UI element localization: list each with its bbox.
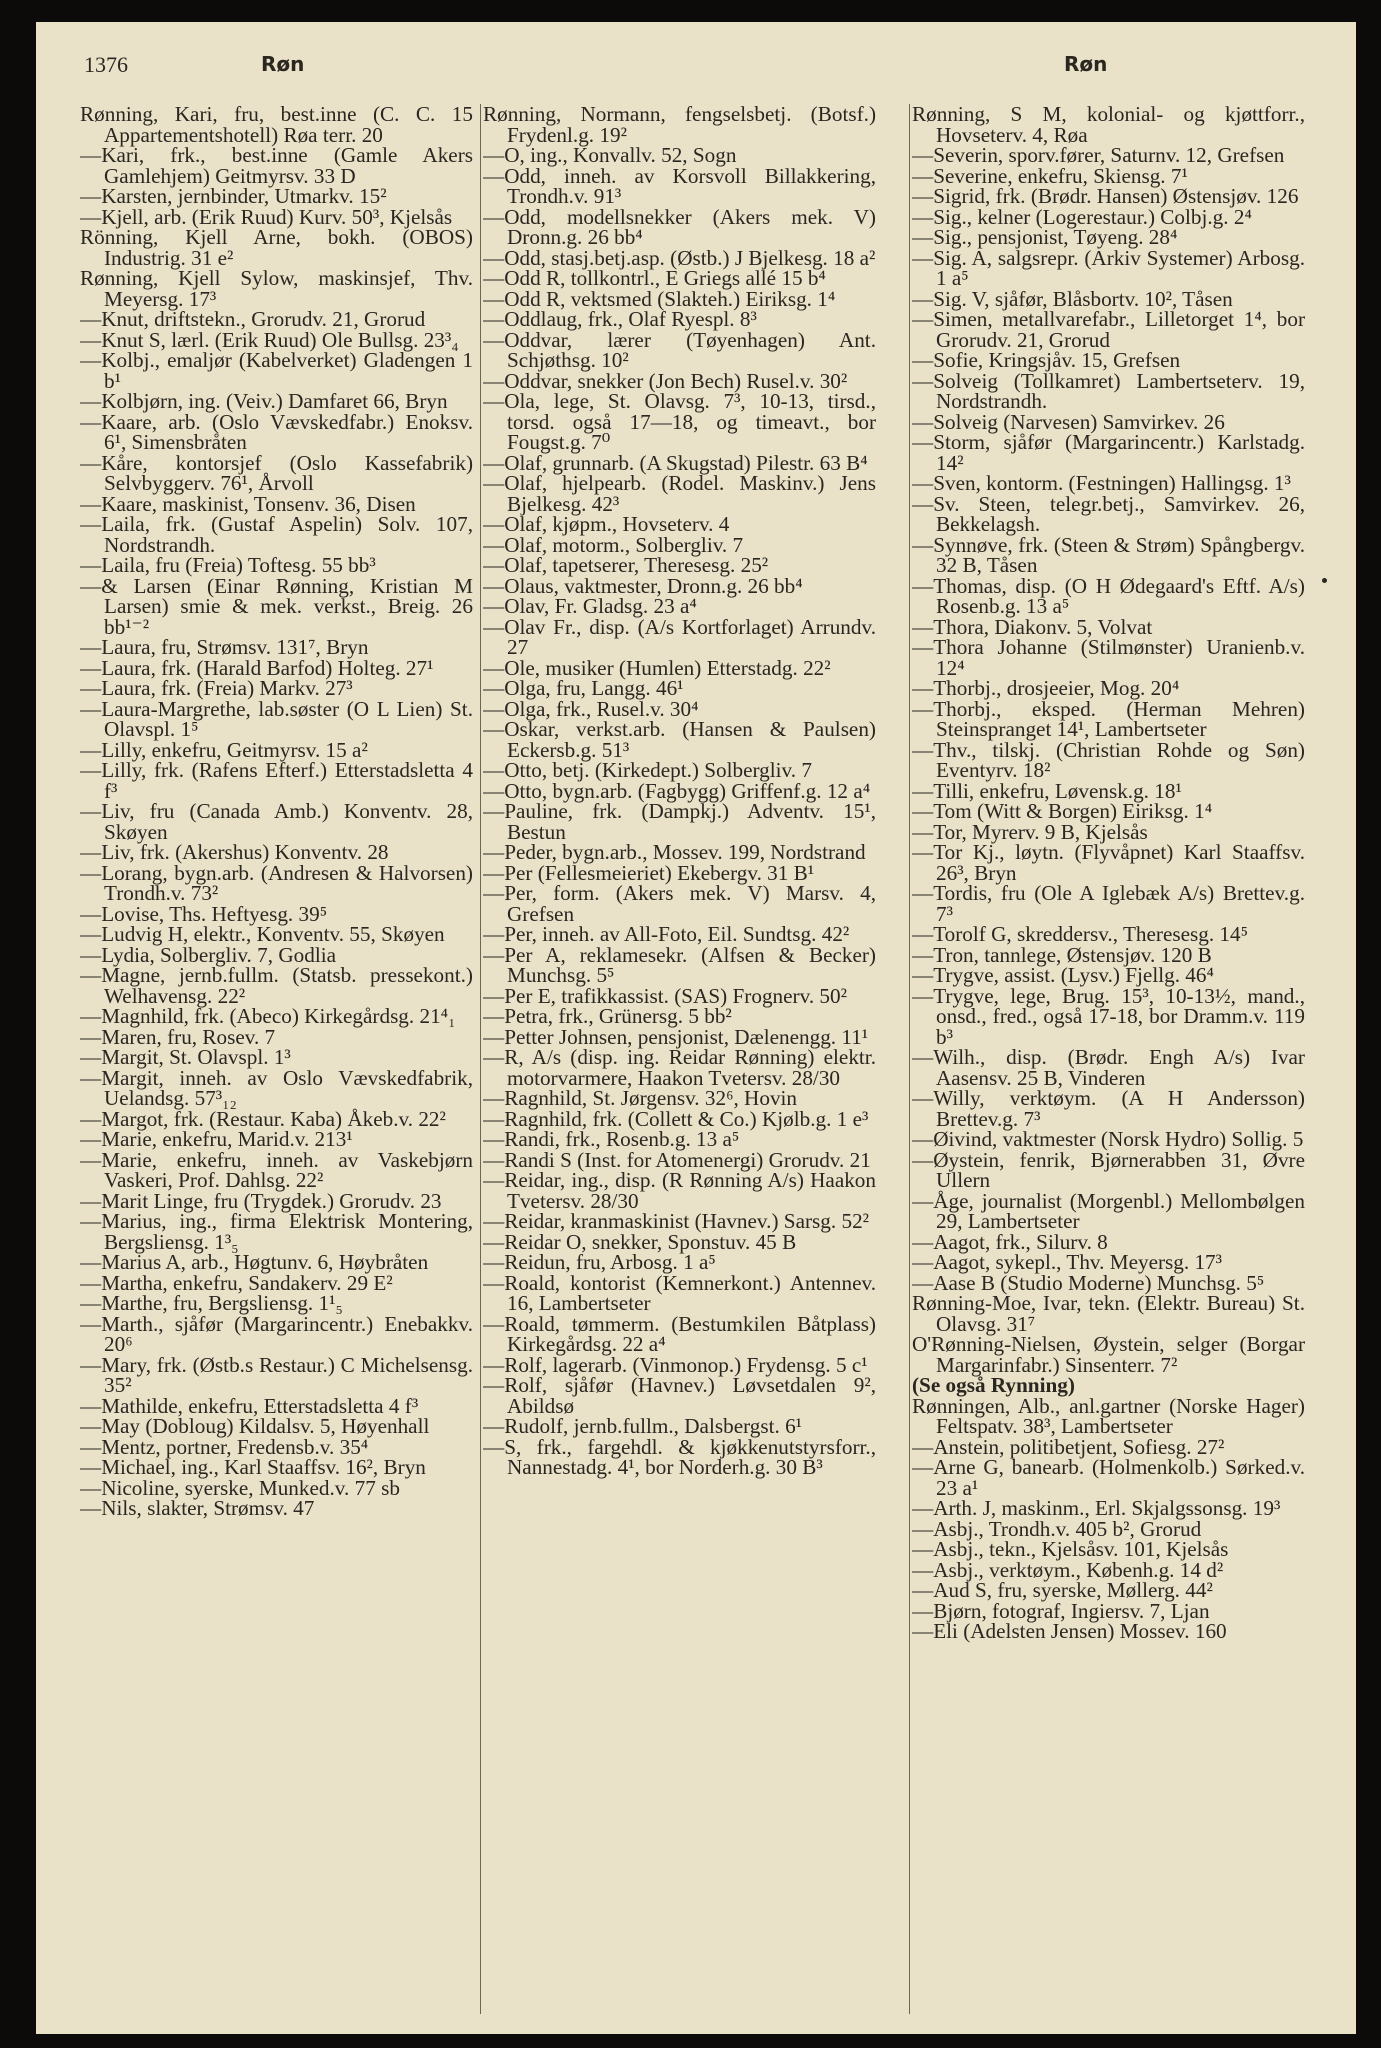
directory-entry: —Odd R, tollkontrl., E Griegs allé 15 b⁴ bbox=[483, 266, 826, 290]
directory-entry: —Reidar, ing., disp. (R Rønning A/s) Haakon Tvetersv. 28/30 bbox=[483, 1168, 876, 1213]
directory-entry: —Marius, ing., firma Elektrisk Montering, Bergsliensg. 1³₅ bbox=[80, 1209, 473, 1254]
directory-entry: —Petter Johnsen, pensjonist, Dælenengg. 11¹ bbox=[483, 1024, 869, 1049]
directory-entry: —Oddvar, snekker (Jon Bech) Rusel.v. 30² bbox=[483, 368, 848, 393]
directory-entry: —Olaf, hjelpearb. (Rodel. Maskinv.) Jens Bjelkesg. 42³ bbox=[483, 471, 876, 516]
directory-entry: —Tor, Myrerv. 9 B, Kjelsås bbox=[912, 819, 1148, 844]
directory-entry: —Michael, ing., Karl Staaffsv. 16², Bryn bbox=[80, 1455, 426, 1479]
directory-entry: —Mentz, portner, Fredensb.v. 35⁴ bbox=[80, 1434, 369, 1459]
directory-page bbox=[36, 22, 1356, 2034]
directory-entry: —Severin, sporv.fører, Saturnv. 12, Grefsen bbox=[912, 143, 1285, 167]
directory-entry: —Thomas, disp. (O H Ødegaard's Eftf. A/s) Rosenb.g. 13 a⁵ bbox=[912, 573, 1305, 618]
directory-entry: —Kari, frk., best.inne (Gamle Akers Gamlehjem) Geitmyrsv. 33 D bbox=[80, 143, 473, 188]
directory-entry: —Olaf, kjøpm., Hovseterv. 4 bbox=[483, 512, 730, 536]
directory-entry: —Lilly, enkefru, Geitmyrsv. 15 a² bbox=[80, 737, 368, 762]
directory-entry: —Ole, musiker (Humlen) Etterstadg. 22² bbox=[483, 655, 831, 680]
directory-entry: (Se også Rynning) bbox=[912, 1373, 1075, 1397]
directory-entry: —Simen, metallvarefabr., Lilletorget 1⁴, bor Grorudv. 21, Grorud bbox=[912, 307, 1305, 352]
directory-entry: —Maren, fru, Rosev. 7 bbox=[80, 1024, 276, 1049]
directory-entry: —Per A, reklamesekr. (Alfsen & Becker) Munchsg. 5⁵ bbox=[483, 942, 876, 987]
directory-entry: Rønning, Kari, fru, best.inne (C. C. 15 Appartementshotell) Røa terr. 20 bbox=[80, 104, 473, 147]
directory-entry: —Trygve, lege, Brug. 15³, 10-13½, mand., onsd., fred., også 17-18, bor Dramm.v. 119 b³ bbox=[912, 983, 1305, 1049]
directory-entry: —Oskar, verkst.arb. (Hansen & Paulsen) Eckersb.g. 51³ bbox=[483, 717, 876, 762]
directory-entry: —Lydia, Solbergliv. 7, Godlia bbox=[80, 942, 336, 967]
directory-entry: —Liv, fru (Canada Amb.) Konventv. 28, Skøyen bbox=[80, 799, 473, 844]
directory-entry: —Lorang, bygn.arb. (Andresen & Halvorsen) Trondh.v. 73² bbox=[80, 860, 473, 905]
directory-entry: —Rudolf, jernb.fullm., Dalsbergst. 6¹ bbox=[483, 1414, 803, 1438]
directory-entry: —Aud S, fru, syerske, Møllerg. 44² bbox=[912, 1578, 1213, 1602]
directory-entry: —Margot, frk. (Restaur. Kaba) Åkeb.v. 22² bbox=[80, 1106, 446, 1131]
directory-entry: —Roald, tømmerm. (Bestumkilen Båtplass) Kirkegårdsg. 22 a⁴ bbox=[483, 1311, 876, 1356]
ink-dot bbox=[1322, 578, 1327, 583]
directory-entry: —Thv., tilskj. (Christian Rohde og Søn) Eventyrv. 18² bbox=[912, 737, 1305, 782]
directory-entry: —Tilli, enkefru, Løvensk.g. 18¹ bbox=[912, 778, 1182, 803]
directory-entry: —Sig. V, sjåfør, Blåsbortv. 10², Tåsen bbox=[912, 286, 1233, 311]
directory-entry: —Nils, slakter, Strømsv. 47 bbox=[80, 1496, 315, 1520]
directory-entry: —Kaare, maskinist, Tonsenv. 36, Disen bbox=[80, 491, 416, 516]
directory-entry: —Per, form. (Akers mek. V) Marsv. 4, Grefsen bbox=[483, 881, 876, 926]
directory-entry: —Randi S (Inst. for Atomenergi) Grorudv. 21 bbox=[483, 1147, 871, 1172]
directory-entry: —Olaus, vaktmester, Dronn.g. 26 bb⁴ bbox=[483, 573, 803, 598]
directory-entry: —Kolbj., emaljør (Kabelverket) Gladengen 1 b¹ bbox=[80, 348, 473, 393]
directory-entry: —Margit, St. Olavspl. 1³ bbox=[80, 1045, 291, 1069]
directory-entry: —Asbj., tekn., Kjelsåsv. 101, Kjelsås bbox=[912, 1537, 1229, 1561]
directory-entry: —Mathilde, enkefru, Etterstadsletta 4 f³ bbox=[80, 1393, 419, 1418]
directory-entry: —Magne, jernb.fullm. (Statsb. pressekont.) Welhavensg. 22² bbox=[80, 963, 473, 1008]
right-running-head: Røn bbox=[1064, 52, 1108, 76]
directory-entry: Rønning, S M, kolonial- og kjøttforr., Hovseterv. 4, Røa bbox=[912, 104, 1305, 147]
directory-entry: —May (Dobloug) Kildalsv. 5, Høyenhall bbox=[80, 1414, 430, 1438]
directory-entry: —Otto, betj. (Kirkedept.) Solbergliv. 7 bbox=[483, 758, 812, 782]
directory-entry: —Oddlaug, frk., Olaf Ryespl. 8³ bbox=[483, 307, 757, 331]
directory-entry: —Knut S, lærl. (Erik Ruud) Ole Bullsg. 23³₄ bbox=[80, 327, 459, 352]
directory-entry: —Olav, Fr. Gladsg. 23 a⁴ bbox=[483, 594, 697, 618]
directory-entry: —Tom (Witt & Borgen) Eiriksg. 1⁴ bbox=[912, 799, 1213, 823]
directory-entry: —Randi, frk., Rosenb.g. 13 a⁵ bbox=[483, 1127, 740, 1151]
directory-entry: —Odd R, vektsmed (Slakteh.) Eiriksg. 1⁴ bbox=[483, 286, 836, 311]
directory-entry: —Odd, modellsnekker (Akers mek. V) Dronn.g. 26 bb⁴ bbox=[483, 204, 876, 249]
directory-entry: —Roald, kontorist (Kemnerkont.) Antennev. 16, Lambertseter bbox=[483, 1270, 876, 1315]
directory-column-2 bbox=[483, 104, 876, 2024]
directory-entry: —Øivind, vaktmester (Norsk Hydro) Sollig. 5 bbox=[912, 1127, 1304, 1151]
directory-entry: —Aagot, frk., Silurv. 8 bbox=[912, 1229, 1108, 1254]
directory-entry: —Synnøve, frk. (Steen & Strøm) Spångbergv. 32 B, Tåsen bbox=[912, 532, 1305, 577]
directory-entry: —Reidar O, snekker, Sponstuv. 45 B bbox=[483, 1229, 797, 1254]
directory-entry: —Laura, fru, Strømsv. 131⁷, Bryn bbox=[80, 635, 369, 659]
directory-entry: —Solveig (Tollkamret) Lambertseterv. 19, Nordstrandh. bbox=[912, 368, 1305, 413]
directory-entry: —Arth. J, maskinm., Erl. Skjalgssonsg. 19³ bbox=[912, 1496, 1281, 1520]
directory-entry: —Pauline, frk. (Dampkj.) Adventv. 15¹, Bestun bbox=[483, 799, 876, 844]
directory-entry: —Sv. Steen, telegr.betj., Samvirkev. 26, Bekkelagsh. bbox=[912, 491, 1305, 536]
directory-entry: —Thora, Diakonv. 5, Volvat bbox=[912, 614, 1153, 639]
directory-entry: —Petra, frk., Grünersg. 5 bb² bbox=[483, 1004, 732, 1028]
left-running-head: Røn bbox=[261, 52, 305, 76]
directory-entry: O'Rønning-Nielsen, Øystein, selger (Borgar Margarinfabr.) Sinsenterr. 7² bbox=[912, 1332, 1305, 1377]
directory-entry: —Ragnhild, St. Jørgensv. 32⁶, Hovin bbox=[483, 1086, 798, 1110]
directory-entry: —Laura-Margrethe, lab.søster (O L Lien) St. Olavspl. 1⁵ bbox=[80, 696, 473, 741]
directory-entry: —Asbj., verktøym., Københ.g. 14 d² bbox=[912, 1557, 1224, 1582]
directory-entry: —Ludvig H, elektr., Konventv. 55, Skøyen bbox=[80, 922, 445, 946]
directory-entry: —Oddvar, lærer (Tøyenhagen) Ant. Schjøthsg. 10² bbox=[483, 327, 876, 372]
directory-entry: —Olav Fr., disp. (A/s Kortforlaget) Arrundv. 27 bbox=[483, 614, 876, 659]
directory-entry: —Trygve, assist. (Lysv.) Fjellg. 46⁴ bbox=[912, 963, 1214, 987]
directory-entry: —Eli (Adelsten Jensen) Mossev. 160 bbox=[912, 1619, 1227, 1643]
directory-entry: —Thora Johanne (Stilmønster) Uranienb.v. 12⁴ bbox=[912, 635, 1305, 680]
directory-entry: —Marie, enkefru, Marid.v. 213¹ bbox=[80, 1127, 353, 1151]
directory-entry: —Sofie, Kringsjåv. 15, Grefsen bbox=[912, 348, 1181, 372]
directory-entry: —Laila, frk. (Gustaf Aspelin) Solv. 107, Nordstrandh. bbox=[80, 512, 473, 557]
directory-entry: —Rolf, lagerarb. (Vinmonop.) Frydensg. 5 c¹ bbox=[483, 1352, 868, 1377]
directory-entry: —Margit, inneh. av Oslo Vævskedfabrik, Uelandsg. 57³₁₂ bbox=[80, 1065, 473, 1110]
directory-entry: —Olaf, grunnarb. (A Skugstad) Pilestr. 63 B⁴ bbox=[483, 450, 868, 475]
directory-entry: —Storm, sjåfør (Margarincentr.) Karlstadg. 14² bbox=[912, 430, 1305, 475]
directory-entry: Rönning, Kjell Arne, bokh. (OBOS) Industrig. 31 e² bbox=[80, 225, 473, 270]
directory-entry: —Thorbj., drosjeeier, Mog. 20⁴ bbox=[912, 676, 1180, 700]
directory-entry: —Marius A, arb., Høgtunv. 6, Høybråten bbox=[80, 1250, 429, 1274]
directory-entry: —Olga, frk., Rusel.v. 30⁴ bbox=[483, 696, 699, 721]
directory-entry: —Olga, fru, Langg. 46¹ bbox=[483, 676, 684, 700]
directory-entry: Rønningen, Alb., anl.gartner (Norske Hager) Feltspatv. 38³, Lambertseter bbox=[912, 1393, 1305, 1438]
directory-entry: —Solveig (Narvesen) Samvirkev. 26 bbox=[912, 409, 1225, 434]
directory-entry: —Marie, enkefru, inneh. av Vaskebjørn Vaskeri, Prof. Dahlsg. 22² bbox=[80, 1147, 473, 1192]
directory-entry: Rønning, Kjell Sylow, maskinsjef, Thv. Meyersg. 17³ bbox=[80, 266, 473, 311]
directory-entry: —R, A/s (disp. ing. Reidar Rønning) elektr. motorvarmere, Haakon Tvetersv. 28/30 bbox=[483, 1045, 876, 1090]
directory-entry: —O, ing., Konvallv. 52, Sogn bbox=[483, 143, 737, 167]
directory-column-3 bbox=[912, 104, 1305, 2024]
directory-entry: —Tordis, fru (Ole A Iglebæk A/s) Brettev.g. 7³ bbox=[912, 881, 1305, 926]
directory-entry: —Marthe, fru, Bergsliensg. 1¹₅ bbox=[80, 1291, 343, 1315]
directory-entry: —Kolbjørn, ing. (Veiv.) Damfaret 66, Bryn bbox=[80, 389, 448, 413]
directory-entry: —Odd, stasj.betj.asp. (Østb.) J Bjelkesg. 18 a² bbox=[483, 245, 876, 270]
directory-entry: —Laila, fru (Freia) Toftesg. 55 bb³ bbox=[80, 553, 376, 577]
directory-entry: —Kjell, arb. (Erik Ruud) Kurv. 50³, Kjelsås bbox=[80, 204, 453, 229]
directory-entry: —Knut, driftstekn., Grorudv. 21, Grorud bbox=[80, 307, 426, 331]
column-divider bbox=[909, 104, 910, 2014]
directory-entry: Rønning-Moe, Ivar, tekn. (Elektr. Bureau) St. Olavsg. 31⁷ bbox=[912, 1291, 1305, 1336]
directory-entry: —Wilh., disp. (Brødr. Engh A/s) Ivar Aasensv. 25 B, Vinderen bbox=[912, 1045, 1305, 1090]
directory-entry: —Reidun, fru, Arbosg. 1 a⁵ bbox=[483, 1250, 716, 1274]
directory-entry: —Karsten, jernbinder, Utmarkv. 15² bbox=[80, 184, 387, 208]
directory-entry: —Sven, kontorm. (Festningen) Hallingsg. 1³ bbox=[912, 471, 1291, 495]
directory-entry: —Olaf, tapetserer, Theresesg. 25² bbox=[483, 553, 769, 577]
directory-entry: —Sigrid, frk. (Brødr. Hansen) Østensjøv. 126 bbox=[912, 184, 1299, 208]
directory-entry: —Ragnhild, frk. (Collett & Co.) Kjølb.g. 1 e³ bbox=[483, 1106, 869, 1131]
directory-entry: —Sig., pensjonist, Tøyeng. 28⁴ bbox=[912, 225, 1178, 249]
directory-entry: —Reidar, kranmaskinist (Havnev.) Sarsg. 52² bbox=[483, 1209, 870, 1233]
directory-entry: —Åge, journalist (Morgenbl.) Mellombølgen 29, Lambertseter bbox=[912, 1188, 1305, 1233]
directory-entry: —Severine, enkefru, Skiensg. 7¹ bbox=[912, 163, 1188, 188]
directory-entry: —Øystein, fenrik, Bjørnerabben 31, Øvre Ullern bbox=[912, 1147, 1305, 1192]
directory-entry: —Thorbj., eksped. (Herman Mehren) Steinspranget 14¹, Lambertseter bbox=[912, 696, 1305, 741]
directory-entry: —Arne G, banearb. (Holmenkolb.) Sørked.v. 23 a¹ bbox=[912, 1455, 1305, 1500]
directory-entry: Rønning, Normann, fengselsbetj. (Botsf.) Frydenl.g. 19² bbox=[483, 104, 876, 147]
directory-entry: —S, frk., fargehdl. & kjøkkenutstyrsforr., Nannestadg. 4¹, bor Norderh.g. 30 B³ bbox=[483, 1434, 876, 1479]
directory-entry: —Tron, tannlege, Østensjøv. 120 B bbox=[912, 942, 1212, 967]
directory-entry: —Kåre, kontorsjef (Oslo Kassefabrik) Selvbyggerv. 76¹, Årvoll bbox=[80, 450, 473, 495]
directory-entry: —Sig. A, salgsrepr. (Arkiv Systemer) Arbosg. 1 a⁵ bbox=[912, 245, 1305, 290]
directory-entry: —& Larsen (Einar Rønning, Kristian M Larsen) smie & mek. verkst., Breig. 26 bb¹⁻² bbox=[80, 573, 473, 639]
directory-entry: —Sig., kelner (Logerestaur.) Colbj.g. 2⁴ bbox=[912, 204, 1252, 229]
directory-entry: —Rolf, sjåfør (Havnev.) Løvsetdalen 9², Abildsø bbox=[483, 1373, 876, 1418]
directory-entry: —Magnhild, frk. (Abeco) Kirkegårdsg. 21⁴₁ bbox=[80, 1004, 456, 1028]
directory-column-1 bbox=[80, 104, 473, 2024]
directory-entry: —Bjørn, fotograf, Ingiersv. 7, Ljan bbox=[912, 1598, 1210, 1623]
directory-entry: —Anstein, politibetjent, Sofiesg. 27² bbox=[912, 1434, 1225, 1459]
directory-entry: —Lilly, frk. (Rafens Efterf.) Etterstadsletta 4 f³ bbox=[80, 758, 473, 803]
directory-entry: —Lovise, Ths. Heftyesg. 39⁵ bbox=[80, 901, 328, 926]
directory-entry: —Otto, bygn.arb. (Fagbygg) Griffenf.g. 12 a⁴ bbox=[483, 778, 871, 803]
directory-entry: —Marit Linge, fru (Trygdek.) Grorudv. 23 bbox=[80, 1188, 442, 1213]
directory-entry: —Tor Kj., løytn. (Flyvåpnet) Karl Staaffsv. 26³, Bryn bbox=[912, 840, 1305, 885]
column-divider bbox=[480, 104, 481, 2014]
directory-entry: —Laura, frk. (Harald Barfod) Holteg. 27¹ bbox=[80, 655, 434, 680]
directory-entry: —Aase B (Studio Moderne) Munchsg. 5⁵ bbox=[912, 1270, 1265, 1295]
directory-entry: —Liv, frk. (Akershus) Konventv. 28 bbox=[80, 840, 389, 864]
directory-entry: —Marth., sjåfør (Margarincentr.) Enebakkv. 20⁶ bbox=[80, 1311, 473, 1356]
directory-entry: —Per, inneh. av All-Foto, Eil. Sundtsg. 42² bbox=[483, 922, 850, 946]
directory-entry: —Per E, trafikkassist. (SAS) Frognerv. 50² bbox=[483, 983, 847, 1008]
directory-entry: —Ola, lege, St. Olavsg. 7³, 10-13, tirsd., torsd. også 17—18, og timeavt., bor Fougst.g. 7⁰ bbox=[483, 389, 876, 454]
directory-entry: —Willy, verktøym. (A H Andersson) Brettev.g. 7³ bbox=[912, 1086, 1305, 1131]
directory-entry: —Per (Fellesmeieriet) Ekebergv. 31 B¹ bbox=[483, 860, 815, 885]
directory-entry: —Nicoline, syerske, Munked.v. 77 sb bbox=[80, 1475, 400, 1500]
directory-entry: —Odd, inneh. av Korsvoll Billakkering, Trondh.v. 91³ bbox=[483, 163, 876, 208]
directory-entry: —Aagot, sykepl., Thv. Meyersg. 17³ bbox=[912, 1250, 1223, 1274]
directory-entry: —Mary, frk. (Østb.s Restaur.) C Michelsensg. 35² bbox=[80, 1352, 473, 1397]
directory-entry: —Laura, frk. (Freia) Markv. 27³ bbox=[80, 676, 353, 700]
page-number: 1376 bbox=[84, 52, 128, 77]
directory-entry: —Kaare, arb. (Oslo Vævskedfabr.) Enoksv. 6¹, Simensbråten bbox=[80, 409, 473, 454]
directory-entry: —Martha, enkefru, Sandakerv. 29 E² bbox=[80, 1270, 393, 1295]
directory-entry: —Asbj., Trondh.v. 405 b², Grorud bbox=[912, 1516, 1202, 1541]
directory-entry: —Torolf G, skreddersv., Theresesg. 14⁵ bbox=[912, 922, 1248, 946]
directory-entry: —Olaf, motorm., Solbergliv. 7 bbox=[483, 532, 744, 557]
directory-entry: —Peder, bygn.arb., Mossev. 199, Nordstrand bbox=[483, 840, 866, 864]
